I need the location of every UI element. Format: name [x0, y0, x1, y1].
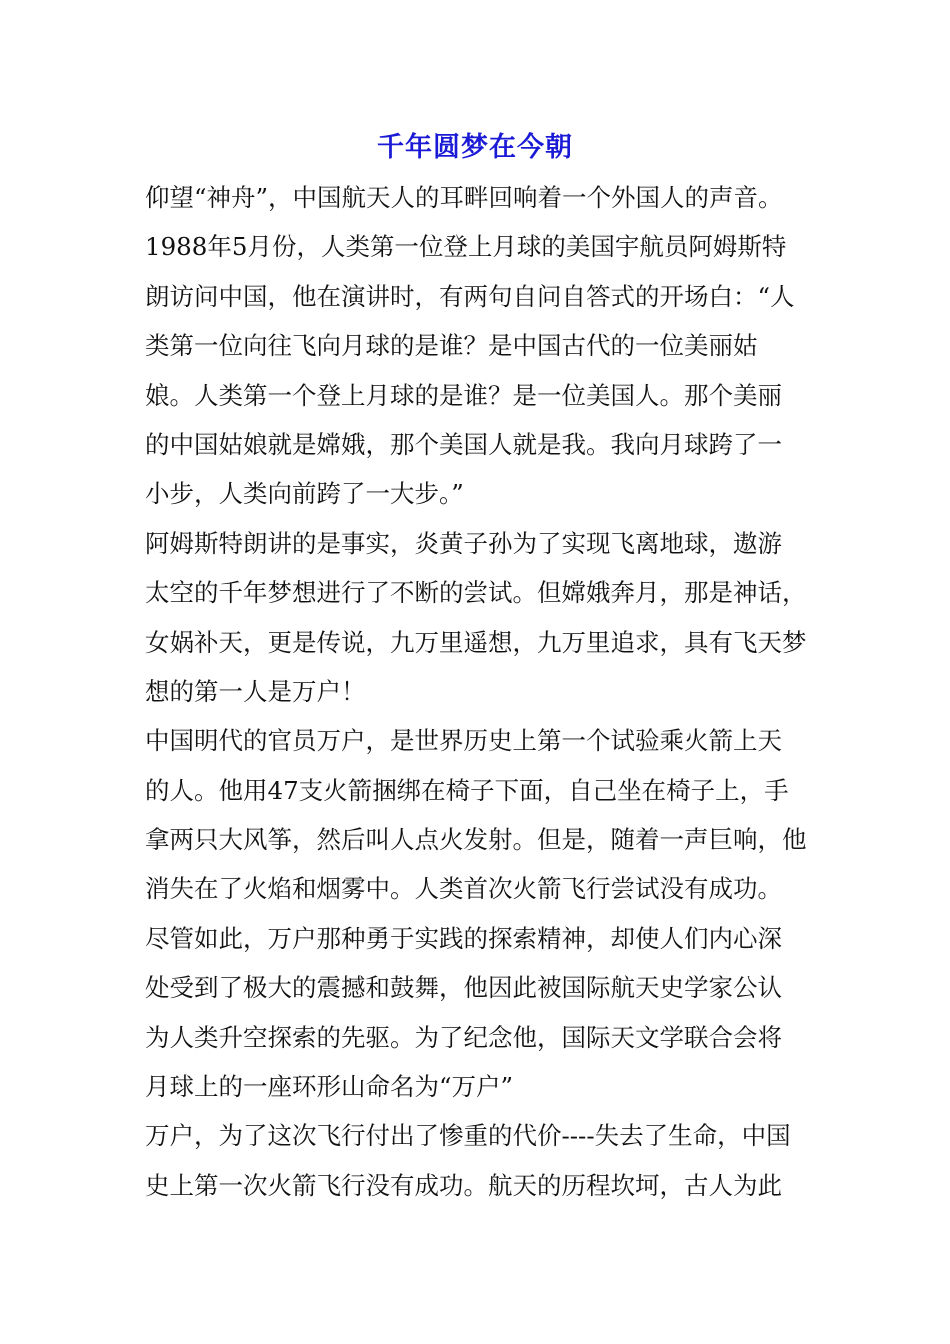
text-line: 娘。人类第一个登上月球的是谁？是一位美国人。那个美丽 — [145, 381, 782, 410]
text-line: 女娲补天，更是传说，九万里遥想，九万里追求，具有飞天梦 — [145, 628, 807, 657]
text-line: 中国明代的官员万户，是世界历史上第一个试验乘火箭上天 — [145, 726, 782, 755]
text-line: 阿姆斯特朗讲的是事实，炎黄子孙为了实现飞离地球，遨游 — [145, 529, 782, 558]
text-line: 的中国姑娘就是嫦娥，那个美国人就是我。我向月球跨了一 — [145, 430, 782, 459]
text-line: 的人。他用47支火箭捆绑在椅子下面，自己坐在椅子上，手 — [145, 776, 789, 805]
document-title: 千年圆梦在今朝 — [377, 132, 573, 163]
text-line: 想的第一人是万户！ — [145, 677, 366, 706]
text-line: 史上第一次火箭飞行没有成功。航天的历程坎坷，古人为此 — [145, 1171, 782, 1200]
text-line: 为人类升空探索的先驱。为了纪念他，国际天文学联合会将 — [145, 1023, 782, 1052]
text-line: 处受到了极大的震撼和鼓舞，他因此被国际航天史学家公认 — [145, 973, 782, 1002]
text-line: 1988年5月份，人类第一位登上月球的美国宇航员阿姆斯特 — [145, 232, 787, 261]
text-line: 消失在了火焰和烟雾中。人类首次火箭飞行尝试没有成功。 — [145, 874, 782, 903]
text-line: 万户，为了这次飞行付出了惨重的代价----失去了生命，中国 — [145, 1121, 791, 1150]
text-line: 尽管如此，万户那种勇于实践的探索精神，却使人们内心深 — [145, 924, 782, 953]
text-line: 太空的千年梦想进行了不断的尝试。但嫦娥奔月，那是神话， — [145, 578, 807, 607]
text-line: 仰望“神舟”，中国航天人的耳畔回响着一个外国人的声音。 — [145, 183, 783, 212]
text-line: 月球上的一座环形山命名为“万户” — [145, 1072, 514, 1101]
text-line: 拿两只大风筝，然后叫人点火发射。但是，随着一声巨响，他 — [145, 825, 807, 854]
text-line: 朗访问中国，他在演讲时，有两句自问自答式的开场白：“人 — [145, 282, 795, 311]
text-line: 类第一位向往飞向月球的是谁？是中国古代的一位美丽姑 — [145, 331, 758, 360]
text-line: 小步，人类向前跨了一大步。” — [145, 479, 464, 508]
